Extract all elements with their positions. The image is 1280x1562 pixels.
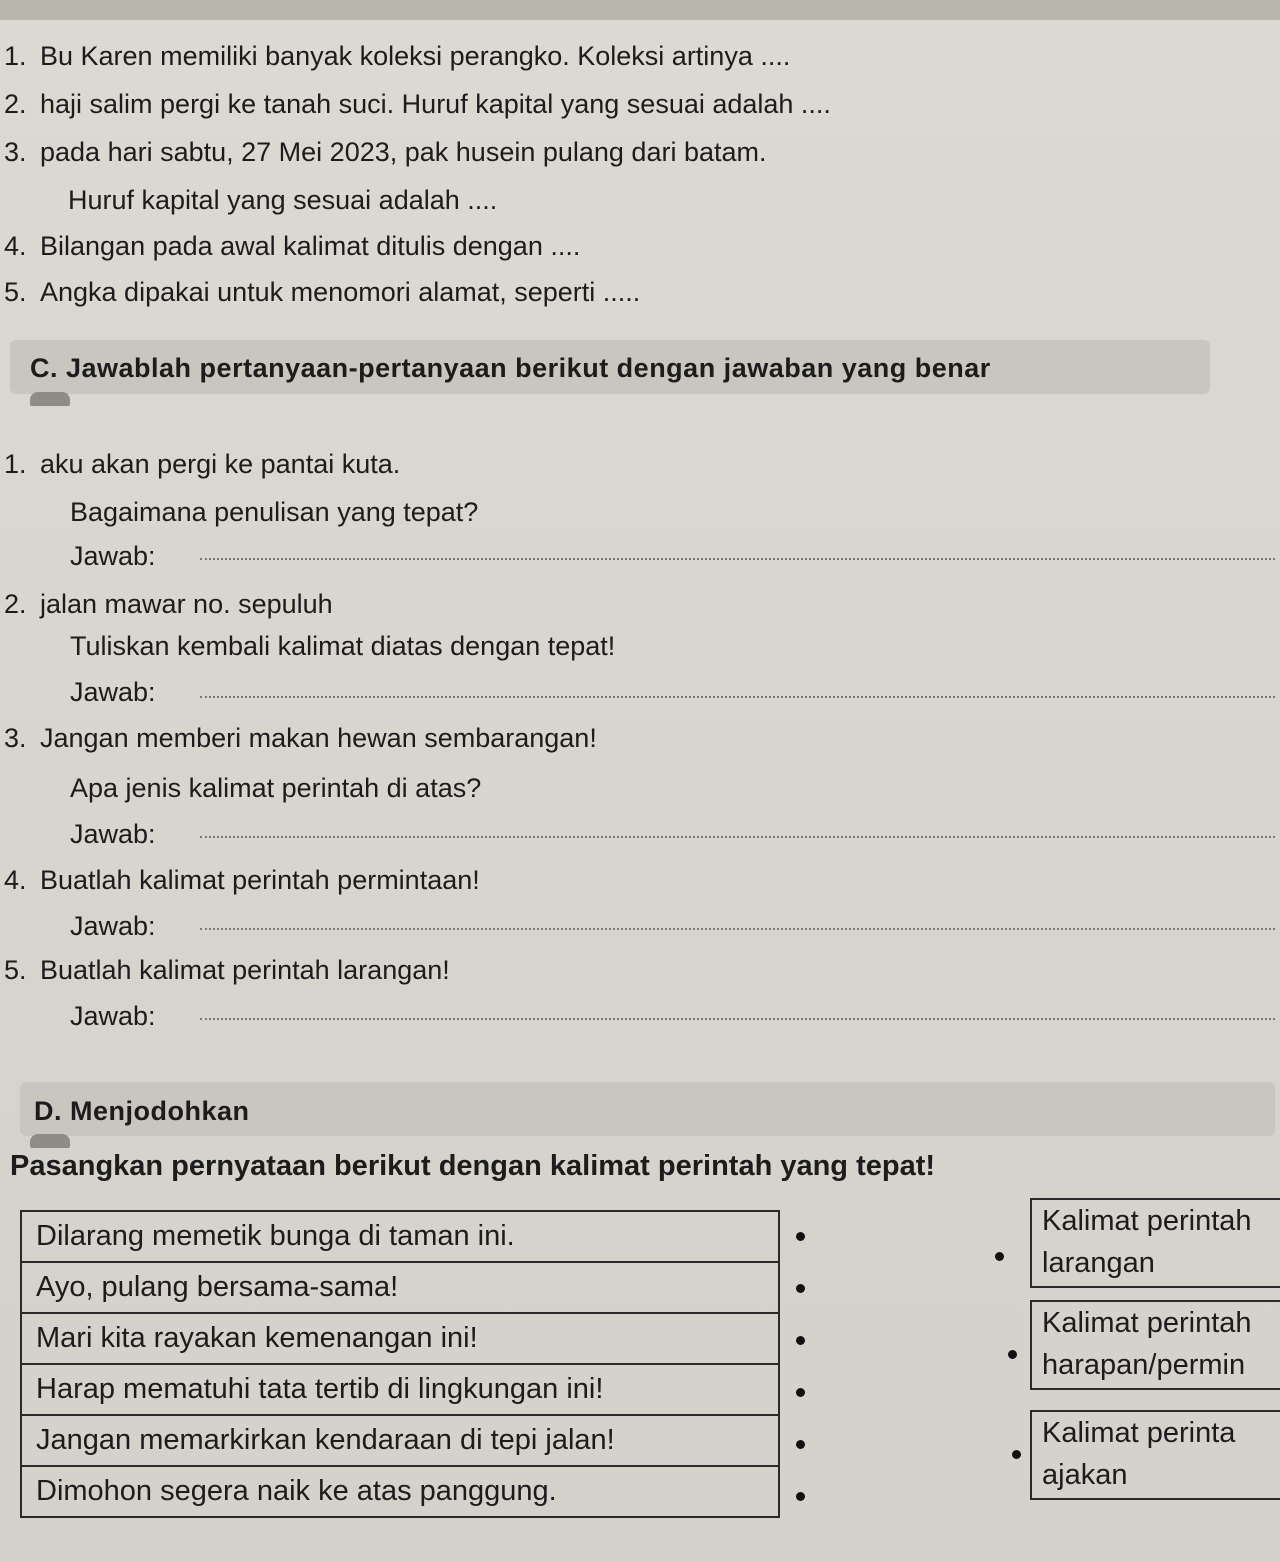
statement-4: Harap mematuhi tata tertib di lingkungan ini! — [21, 1364, 779, 1415]
connector-dot-left[interactable] — [796, 1336, 805, 1345]
section-c-heading: C. Jawablah pertanyaan-pertanyaan berikut dengan jawaban yang benar — [30, 353, 991, 383]
question-b2: 2. haji salim pergi ke tanah suci. Huruf kapital yang sesuai adalah .... — [4, 89, 831, 119]
answer-line-c2[interactable] — [200, 696, 1275, 698]
answer-label-c4: Jawab: — [70, 911, 156, 941]
statement-1: Dilarang memetik bunga di taman ini. — [21, 1211, 779, 1262]
statement-table — [20, 1210, 780, 1518]
category-box-1 — [1030, 1198, 1280, 1288]
table-row — [21, 1262, 779, 1313]
statement-5: Jangan memarkirkan kendaraan di tepi jalan! — [21, 1415, 779, 1466]
answer-line-c1[interactable] — [200, 558, 1275, 560]
connector-dot-left[interactable] — [796, 1492, 805, 1501]
question-b3: 3. pada hari sabtu, 27 Mei 2023, pak husein pulang dari batam. — [4, 137, 767, 167]
table-row — [21, 1466, 779, 1517]
statement-3: Mari kita rayakan kemenangan ini! — [21, 1313, 779, 1364]
connector-dot-right[interactable] — [995, 1252, 1004, 1261]
banner-decoration — [30, 1134, 70, 1148]
matching-instruction: Pasangkan pernyataan berikut dengan kalimat perintah yang tepat! — [10, 1150, 936, 1182]
category-2-line2: harapan/permin — [1042, 1349, 1246, 1381]
question-c1-prompt: Bagaimana penulisan yang tepat? — [70, 497, 479, 527]
question-b5: 5. Angka dipakai untuk menomori alamat, seperti ..... — [4, 277, 641, 307]
answer-label-c2: Jawab: — [70, 677, 156, 707]
category-1-line1: Kalimat perintah — [1042, 1205, 1252, 1237]
table-row — [21, 1313, 779, 1364]
table-row — [21, 1364, 779, 1415]
question-b3-line2: Huruf kapital yang sesuai adalah .... — [68, 185, 498, 215]
answer-label-c5: Jawab: — [70, 1001, 156, 1031]
question-c4: 4. Buatlah kalimat perintah permintaan! — [4, 865, 480, 895]
category-box-3 — [1030, 1410, 1280, 1500]
question-c1: 1. aku akan pergi ke pantai kuta. — [4, 449, 401, 479]
connector-dot-left[interactable] — [796, 1284, 805, 1293]
answer-label-c1: Jawab: — [70, 541, 156, 571]
top-edge — [0, 0, 1280, 20]
connector-dot-left[interactable] — [796, 1388, 805, 1397]
table-row — [21, 1415, 779, 1466]
answer-line-c4[interactable] — [200, 928, 1275, 930]
category-box-2 — [1030, 1300, 1280, 1390]
question-c5: 5. Buatlah kalimat perintah larangan! — [4, 955, 450, 985]
category-3-line1: Kalimat perinta — [1042, 1417, 1236, 1449]
connector-dot-right[interactable] — [1008, 1350, 1017, 1359]
question-c3-prompt: Apa jenis kalimat perintah di atas? — [70, 773, 482, 803]
banner-decoration — [30, 392, 70, 406]
table-row — [21, 1211, 779, 1262]
section-d-heading: D. Menjodohkan — [34, 1096, 250, 1126]
answer-line-c3[interactable] — [200, 836, 1275, 838]
question-b4: 4. Bilangan pada awal kalimat ditulis dengan .... — [4, 231, 581, 261]
category-2-line1: Kalimat perintah — [1042, 1307, 1252, 1339]
answer-line-c5[interactable] — [200, 1018, 1275, 1020]
statement-2: Ayo, pulang bersama-sama! — [21, 1262, 779, 1313]
connector-dot-left[interactable] — [796, 1440, 805, 1449]
question-c3: 3. Jangan memberi makan hewan sembarangan! — [4, 723, 597, 753]
question-c2-prompt: Tuliskan kembali kalimat diatas dengan tepat! — [70, 631, 616, 661]
connector-dot-left[interactable] — [796, 1232, 805, 1241]
statement-6: Dimohon segera naik ke atas panggung. — [21, 1466, 779, 1517]
answer-label-c3: Jawab: — [70, 819, 156, 849]
connector-dot-right[interactable] — [1012, 1450, 1021, 1459]
category-1-line2: larangan — [1042, 1247, 1155, 1279]
question-b1: 1. Bu Karen memiliki banyak koleksi perangko. Koleksi artinya .... — [4, 41, 791, 71]
question-c2: 2. jalan mawar no. sepuluh — [4, 589, 333, 619]
category-3-line2: ajakan — [1042, 1459, 1128, 1491]
